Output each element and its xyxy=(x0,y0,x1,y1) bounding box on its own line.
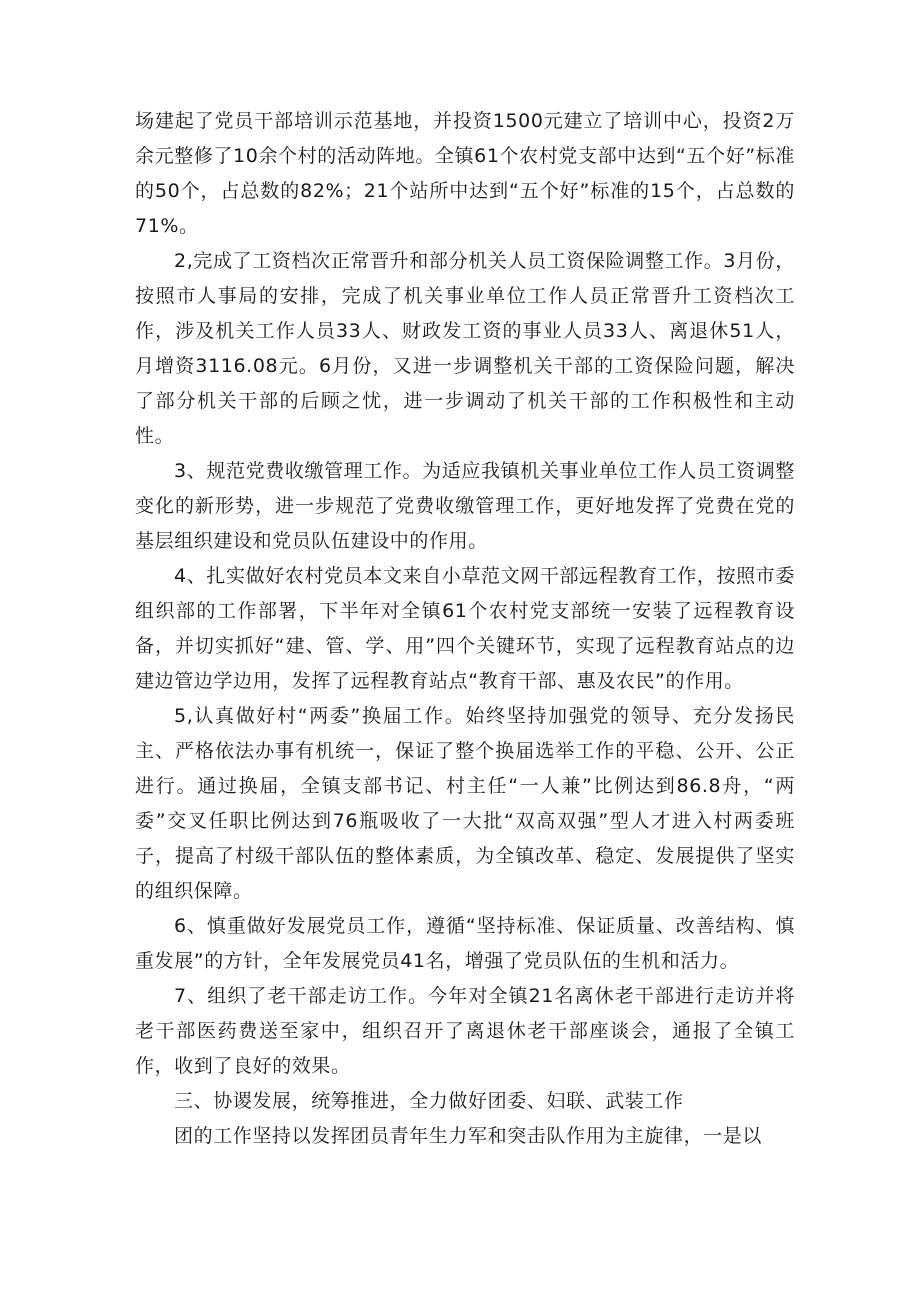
paragraph-remote-education: 4、扎实做好农村党员本文来自小草范文网干部远程教育工作，按照市委组织部的工作部署，下半年对全镇61个农村党支部统一安装了远程教育设备，并切实抓好“建、管、学、用”四个关键环节，实现了远程教育站点的边建边管边学边用，发挥了远程教育站点“教育干部、惠及农民”的作用。 xyxy=(135,565,795,692)
paragraph-party-member-development: 6、慎重做好发展党员工作，遵循“坚持标准、保证质量、改善结构、慎重发展”的方针，全年发展党员41名，增强了党员队伍的生机和活力。 xyxy=(135,915,795,972)
paragraph-veteran-cadre-visits: 7、组织了老干部走访工作。今年对全镇21名离休老干部进行走访并将老干部医药费送至家中，组织召开了离退休老干部座谈会，通报了全镇工作，收到了良好的效果。 xyxy=(135,985,795,1077)
section-heading-3: 三、协谡发展，统筹推进，全力做好团委、妇联、武装工作 xyxy=(174,1090,684,1112)
paragraph-salary-adjustment: 2,完成了工资档次正常晋升和部分机关人员工资保险调整工作。3月份，按照市人事局的安排，完成了机关事业单位工作人员正常晋升工资档次工作，涉及机关工作人员33人、财政发工资的事业人员33人、离退休51人，月增资3116.08元。6月份，又进一步调整机关干部的工资保险问题，解决了部分机关干部的后顾之忧，进一步调动了机关干部的工作积极性和主动性。 xyxy=(135,250,795,447)
paragraph-youth-league: 团的工作坚持以发挥团员青年生力军和突击队作用为主旋律，一是以 xyxy=(174,1125,763,1147)
paragraph-village-election: 5,认真做好村“两委”换届工作。始终坚持加强党的领导、充分发扬民主、严格依法办事有机统一，保证了整个换届选举工作的平稳、公开、公正进行。通过换届，全镇支部书记、村主任“一人兼”比例达到86.8舟，“两委”交叉任职比例达到76瓶吸收了一大批“双高双强”型人才进入村两委班子，提高了村级干部队伍的整体素质，为全镇改革、稳定、发展提供了坚实的组织保障。 xyxy=(135,705,795,902)
document-body xyxy=(135,104,795,1154)
paragraph-training-base: 场建起了党员干部培训示范基地，并投资1500元建立了培训中心，投资2万余元整修了10余个村的活动阵地。全镇61个农村党支部中达到“五个好”标准的50个，占总数的82%；21个站所中达到“五个好”标准的15个，占总数的71%。 xyxy=(135,110,795,237)
paragraph-party-dues: 3、规范党费收缴管理工作。为适应我镇机关事业单位工作人员工资调整变化的新形势，进一步规范了党费收缴管理工作，更好地发挥了党费在党的基层组织建设和党员队伍建设中的作用。 xyxy=(135,460,795,552)
